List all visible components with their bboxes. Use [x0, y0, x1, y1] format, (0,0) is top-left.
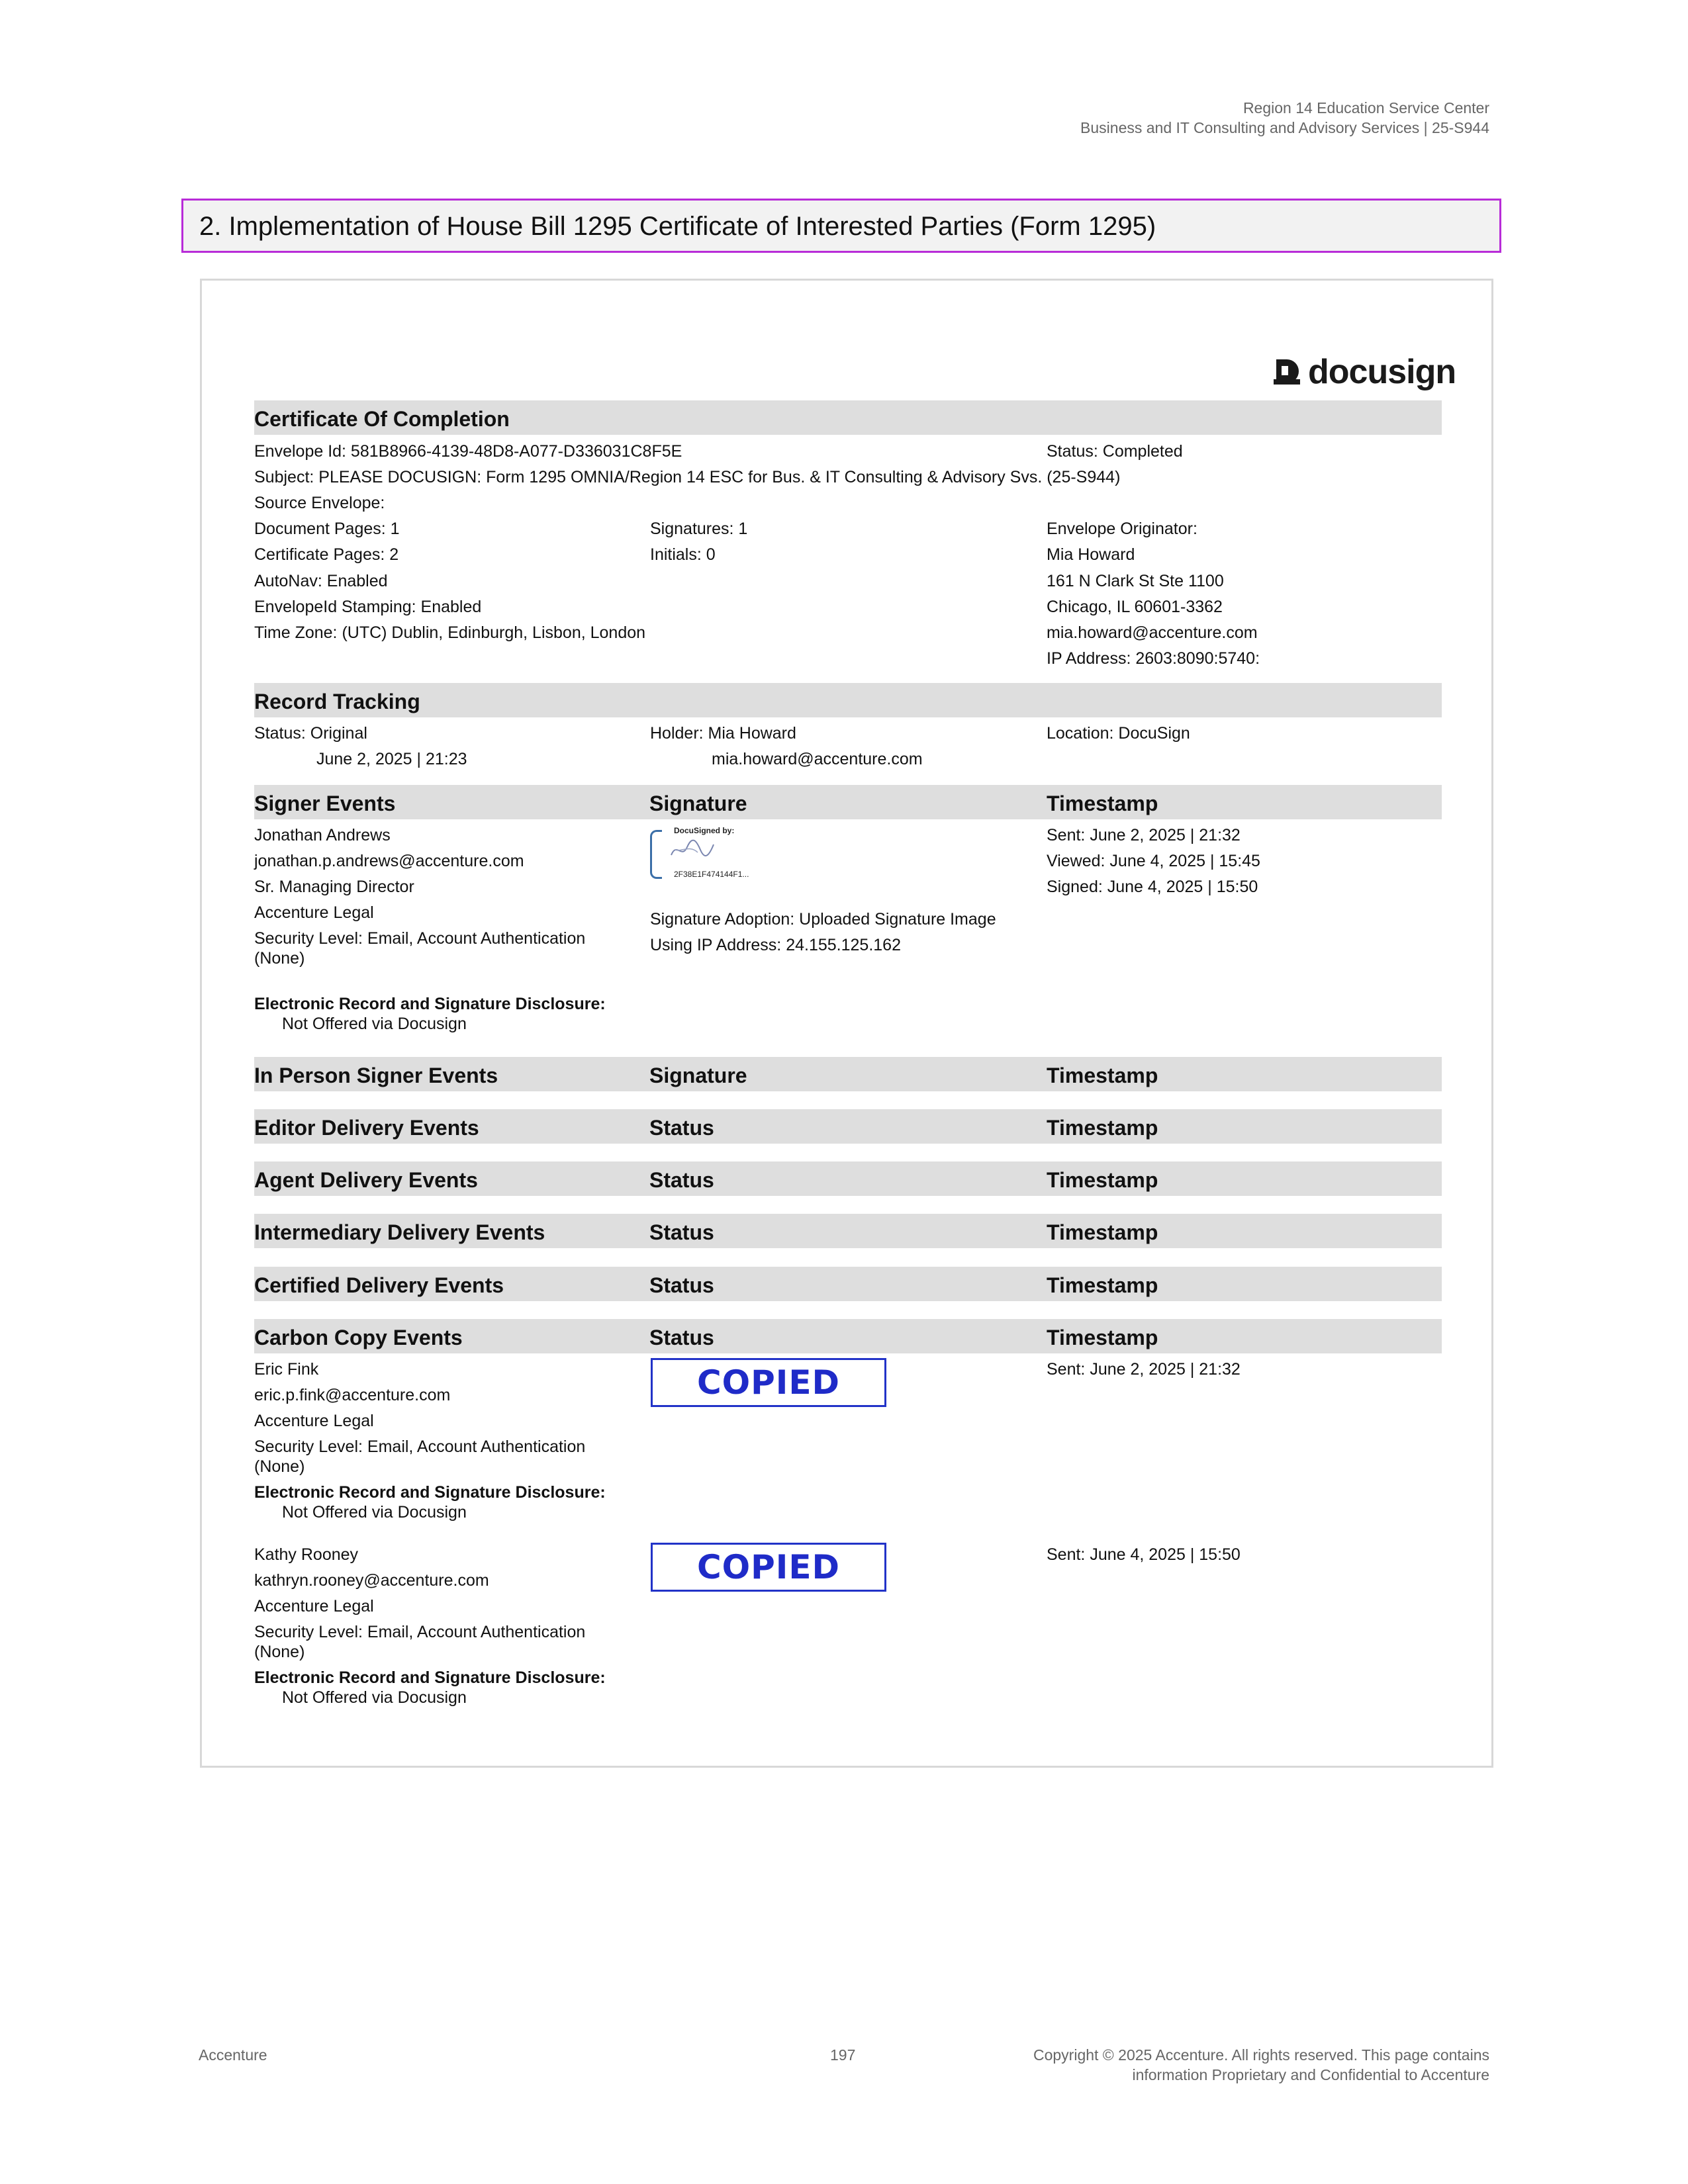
- cc-email: kathryn.rooney@accenture.com: [254, 1571, 489, 1590]
- source-envelope: Source Envelope:: [254, 494, 385, 512]
- cc-disclosure-label: Electronic Record and Signature Disclosure:: [254, 1668, 606, 1687]
- cc-org: Accenture Legal: [254, 1597, 374, 1615]
- signer-viewed: Viewed: June 4, 2025 | 15:45: [1047, 852, 1260, 870]
- autonav: AutoNav: Enabled: [254, 572, 388, 590]
- section-title-box: [181, 199, 1501, 253]
- band-col-2: Status: [649, 1220, 714, 1244]
- carbon-copy-events-band: [254, 1319, 1442, 1353]
- band-col-3: Timestamp: [1047, 1116, 1158, 1140]
- originator-name: Mia Howard: [1047, 545, 1135, 564]
- signer-events-heading: Signer Events: [254, 792, 396, 815]
- signer-security-none: (None): [254, 949, 305, 968]
- band-col-2: Status: [649, 1116, 714, 1140]
- signer-events-band: [254, 785, 1442, 819]
- record-status-date: June 2, 2025 | 21:23: [316, 750, 467, 768]
- page-number: 197: [830, 2046, 856, 2064]
- signatures-count: Signatures: 1: [650, 520, 748, 538]
- cc-disclosure-value: Not Offered via Docusign: [282, 1503, 467, 1522]
- cc-security-none: (None): [254, 1643, 305, 1661]
- footer-copyright: [1033, 2045, 1489, 2085]
- footer-copyright-line1: Copyright © 2025 Accenture. All rights reserved. This page contains: [1033, 2046, 1489, 2064]
- copied-stamp-text: COPIED: [696, 1363, 841, 1402]
- band-col-3: Timestamp: [1047, 1064, 1158, 1087]
- document-pages: Document Pages: 1: [254, 520, 400, 538]
- signature-ip: Using IP Address: 24.155.125.162: [650, 936, 901, 954]
- cc-org: Accenture Legal: [254, 1412, 374, 1430]
- signer-security: Security Level: Email, Account Authentication: [254, 929, 586, 948]
- cc-security: Security Level: Email, Account Authentication: [254, 1623, 586, 1641]
- cc-sent: Sent: June 4, 2025 | 15:50: [1047, 1545, 1241, 1564]
- band-col-2: Status: [649, 1273, 714, 1297]
- band-col-3: Timestamp: [1047, 1273, 1158, 1297]
- band-label: Intermediary Delivery Events: [254, 1220, 545, 1244]
- band-label: In Person Signer Events: [254, 1064, 498, 1087]
- carbon-copy-heading: Carbon Copy Events: [254, 1326, 463, 1349]
- band-label: Editor Delivery Events: [254, 1116, 479, 1140]
- copied-stamp-text: COPIED: [696, 1548, 841, 1586]
- cc-name: Eric Fink: [254, 1360, 319, 1379]
- signer-events-col-timestamp: Timestamp: [1047, 792, 1158, 815]
- certificate-pages: Certificate Pages: 2: [254, 545, 399, 564]
- signer-org: Accenture Legal: [254, 903, 374, 922]
- record-tracking-heading: Record Tracking: [254, 690, 420, 713]
- header-org: Region 14 Education Service Center: [1243, 99, 1489, 116]
- envelope-status: Status: Completed: [1047, 442, 1183, 461]
- certificate-band: [254, 400, 1442, 435]
- signature-hash: 2F38E1F474144F1...: [674, 870, 749, 879]
- in-person-signer-events-band: [254, 1057, 1442, 1091]
- originator-address1: 161 N Clark St Ste 1100: [1047, 572, 1224, 590]
- signer-name: Jonathan Andrews: [254, 826, 391, 844]
- originator-email: mia.howard@accenture.com: [1047, 623, 1258, 642]
- carbon-copy-col-timestamp: Timestamp: [1047, 1326, 1158, 1349]
- editor-delivery-events-band: [254, 1109, 1442, 1144]
- record-holder-email: mia.howard@accenture.com: [712, 750, 923, 768]
- footer-company: Accenture: [199, 2046, 267, 2064]
- band-col-2: Status: [649, 1168, 714, 1192]
- originator-ip: IP Address: 2603:8090:5740:: [1047, 649, 1260, 668]
- signer-disclosure-label: Electronic Record and Signature Disclosure:: [254, 995, 606, 1013]
- envelope-id: Envelope Id: 581B8966-4139-48D8-A077-D336031C8F5E: [254, 442, 682, 461]
- cc-name: Kathy Rooney: [254, 1545, 359, 1564]
- signer-email: jonathan.p.andrews@accenture.com: [254, 852, 524, 870]
- signer-disclosure-value: Not Offered via Docusign: [282, 1015, 467, 1033]
- signer-sent: Sent: June 2, 2025 | 21:32: [1047, 826, 1241, 844]
- signature-docusigned-by: DocuSigned by:: [674, 826, 735, 835]
- section-title: 2. Implementation of House Bill 1295 Certificate of Interested Parties (Form 1295): [199, 212, 1156, 241]
- envelope-subject: Subject: PLEASE DOCUSIGN: Form 1295 OMNIA/Region 14 ESC for Bus. & IT Consulting & Advisory Svs. (25-S944): [254, 468, 1121, 486]
- originator-label: Envelope Originator:: [1047, 520, 1197, 538]
- certificate-heading: Certificate Of Completion: [254, 407, 510, 431]
- cc-security-none: (None): [254, 1457, 305, 1476]
- record-status: Status: Original: [254, 724, 367, 743]
- copied-stamp: [651, 1543, 886, 1592]
- record-location: Location: DocuSign: [1047, 724, 1190, 743]
- footer-copyright-line2: information Proprietary and Confidential to Accenture: [1132, 2066, 1489, 2083]
- band-label: Agent Delivery Events: [254, 1168, 478, 1192]
- initials-count: Initials: 0: [650, 545, 716, 564]
- record-tracking-band: [254, 683, 1442, 717]
- copied-stamp: [651, 1358, 886, 1407]
- signer-signed: Signed: June 4, 2025 | 15:50: [1047, 878, 1258, 896]
- signer-events-col-signature: Signature: [649, 792, 747, 815]
- agent-delivery-events-band: [254, 1161, 1442, 1196]
- header-project: Business and IT Consulting and Advisory Services | 25-S944: [1080, 119, 1489, 136]
- cc-email: eric.p.fink@accenture.com: [254, 1386, 451, 1404]
- band-col-3: Timestamp: [1047, 1220, 1158, 1244]
- carbon-copy-col-status: Status: [649, 1326, 714, 1349]
- certified-delivery-events-band: [254, 1267, 1442, 1301]
- originator-address2: Chicago, IL 60601-3362: [1047, 598, 1223, 616]
- cc-disclosure-label: Electronic Record and Signature Disclosure:: [254, 1483, 606, 1502]
- docusign-logo: [1272, 352, 1456, 392]
- band-label: Certified Delivery Events: [254, 1273, 504, 1297]
- docusign-logo-icon: [1272, 357, 1301, 387]
- cc-sent: Sent: June 2, 2025 | 21:32: [1047, 1360, 1241, 1379]
- record-holder: Holder: Mia Howard: [650, 724, 796, 743]
- docusigned-signature: [650, 826, 802, 882]
- logo-text: docusign: [1308, 353, 1456, 391]
- signer-title: Sr. Managing Director: [254, 878, 414, 896]
- band-col-3: Timestamp: [1047, 1168, 1158, 1192]
- page-header: [1080, 98, 1489, 138]
- cc-security: Security Level: Email, Account Authentication: [254, 1437, 586, 1456]
- band-col-2: Signature: [649, 1064, 747, 1087]
- signature-adoption: Signature Adoption: Uploaded Signature Image: [650, 910, 996, 929]
- cc-disclosure-value: Not Offered via Docusign: [282, 1688, 467, 1707]
- time-zone: Time Zone: (UTC) Dublin, Edinburgh, Lisbon, London: [254, 623, 646, 642]
- signature-scribble-icon: [667, 835, 720, 864]
- envelopeid-stamping: EnvelopeId Stamping: Enabled: [254, 598, 482, 616]
- intermediary-delivery-events-band: [254, 1214, 1442, 1248]
- signature-bracket: [650, 830, 662, 879]
